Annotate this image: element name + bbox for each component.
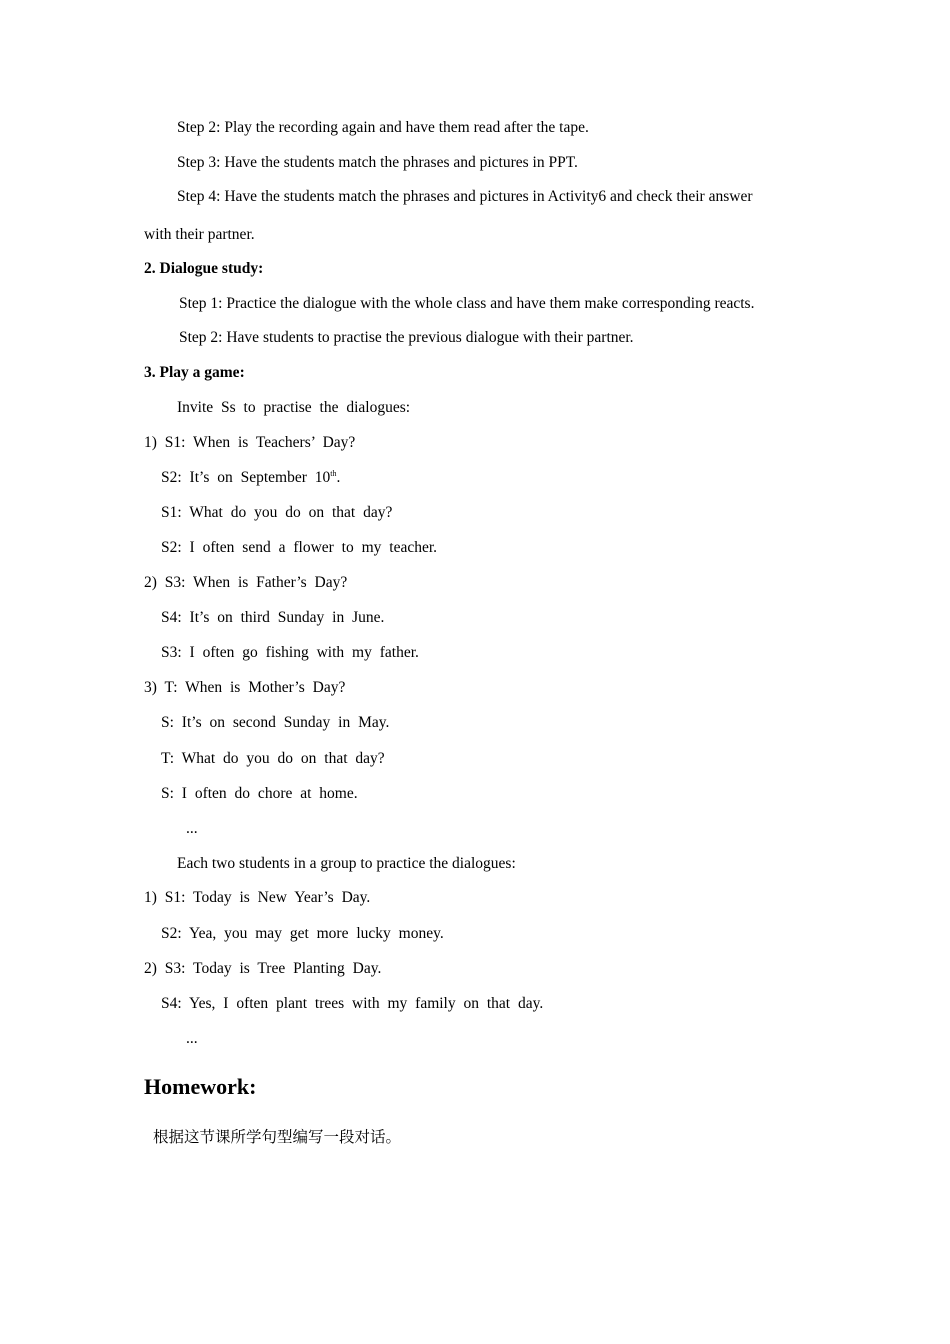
dialogue1-line4: S2: I often send a flower to my teacher. bbox=[161, 539, 438, 556]
dialogue1-line1: 1) S1: When is Teachers’ Day? bbox=[144, 434, 356, 451]
step4-line-cont: with their partner. bbox=[144, 226, 255, 243]
dialogue1-line3: S1: What do you do on that day? bbox=[161, 504, 393, 521]
dialogue1-line2-sup: th bbox=[330, 469, 337, 478]
dialogue-step2-line: Step 2: Have students to practise the previous dialogue with their partner. bbox=[179, 329, 634, 346]
step4-line: Step 4: Have the students match the phrases and pictures in Activity6 and check their answer bbox=[177, 188, 753, 205]
homework-text: 根据这节课所学句型编写一段对话。 bbox=[153, 1128, 402, 1146]
step3-line: Step 3: Have the students match the phrases and pictures in PPT. bbox=[177, 154, 578, 171]
group2-line2: S4: Yes, I often plant trees with my family on that day. bbox=[161, 995, 544, 1012]
group1-line2: S2: Yea, you may get more lucky money. bbox=[161, 925, 444, 942]
homework-heading: Homework: bbox=[144, 1074, 257, 1099]
ellipsis-1: ... bbox=[186, 820, 198, 837]
group1-line1: 1) S1: Today is New Year’s Day. bbox=[144, 889, 371, 906]
dialogue1-line2-main: S2: It’s on September 10 bbox=[161, 469, 331, 486]
dialogue3-line4: S: I often do chore at home. bbox=[161, 785, 358, 802]
dialogue2-line2: S4: It’s on third Sunday in June. bbox=[161, 609, 385, 626]
play-game-heading: 3. Play a game: bbox=[144, 364, 245, 381]
step2-line: Step 2: Play the recording again and have them read after the tape. bbox=[177, 119, 589, 136]
dialogue-step1-line: Step 1: Practice the dialogue with the whole class and have them make corresponding reacts. bbox=[179, 295, 755, 312]
dialogue1-line2 bbox=[161, 468, 340, 488]
ellipsis-2: ... bbox=[186, 1030, 198, 1047]
dialogue-study-heading: 2. Dialogue study: bbox=[144, 260, 264, 277]
dialogue1-line2-end: . bbox=[336, 469, 341, 486]
dialogue3-line3: T: What do you do on that day? bbox=[161, 750, 385, 767]
dialogue2-line1: 2) S3: When is Father’s Day? bbox=[144, 574, 348, 591]
group2-line1: 2) S3: Today is Tree Planting Day. bbox=[144, 960, 382, 977]
play-game-intro: Invite Ss to practise the dialogues: bbox=[177, 399, 411, 416]
dialogue3-line1: 3) T: When is Mother’s Day? bbox=[144, 679, 346, 696]
group-intro: Each two students in a group to practice the dialogues: bbox=[177, 855, 516, 872]
dialogue3-line2: S: It’s on second Sunday in May. bbox=[161, 714, 390, 731]
dialogue2-line3: S3: I often go fishing with my father. bbox=[161, 644, 419, 661]
